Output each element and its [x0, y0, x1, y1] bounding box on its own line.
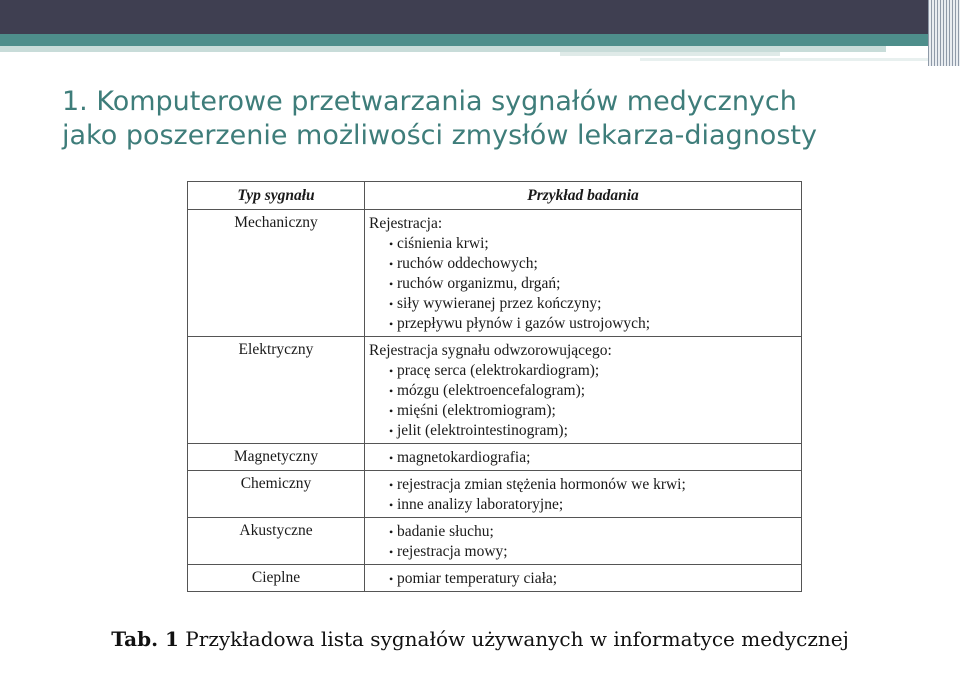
- table-row: [188, 444, 802, 471]
- list-item: • ruchów organizmu, drgań;: [369, 274, 795, 294]
- signal-type-cell: Mechaniczny: [188, 210, 365, 337]
- slide-title-line-1: 1. Komputerowe przetwarzania sygnałów medycznych: [62, 86, 797, 117]
- signal-type-cell: Cieplne: [188, 565, 365, 592]
- signal-table: [187, 181, 802, 592]
- example-list: [369, 475, 795, 515]
- list-item: • rejestracja mowy;: [369, 542, 795, 562]
- example-cell: [365, 471, 802, 518]
- example-list: [369, 569, 795, 589]
- list-item: • inne analizy laboratoryjne;: [369, 495, 795, 515]
- table-body: [188, 210, 802, 592]
- list-item: • rejestracja zmian stężenia hormonów we krwi;: [369, 475, 795, 495]
- signal-type-cell: Akustyczne: [188, 518, 365, 565]
- list-item: • pomiar temperatury ciała;: [369, 569, 795, 589]
- header-band-dark: [0, 0, 928, 34]
- header-example-exam: Przykład badania: [365, 182, 802, 210]
- list-item: • ciśnienia krwi;: [369, 234, 795, 254]
- header-band-accent: [560, 52, 780, 56]
- header-signal-type: Typ sygnału: [188, 182, 365, 210]
- list-item: • badanie słuchu;: [369, 522, 795, 542]
- example-intro: Rejestracja sygnału odwzorowującego:: [369, 342, 612, 359]
- list-item: • mózgu (elektroencefalogram);: [369, 381, 795, 401]
- table-row: [188, 565, 802, 592]
- slide-title-line-2: jako poszerzenie możliwości zmysłów lekarza-diagnosty: [62, 120, 817, 151]
- header-band-teal: [0, 34, 928, 46]
- list-item: • pracę serca (elektrokardiogram);: [369, 361, 795, 381]
- example-list: [369, 522, 795, 562]
- signal-type-cell: Chemiczny: [188, 471, 365, 518]
- list-item: • jelit (elektrointestinogram);: [369, 421, 795, 441]
- example-cell: [365, 210, 802, 337]
- example-list: [369, 234, 795, 334]
- example-list: [369, 361, 795, 441]
- list-item: • magnetokardiografia;: [369, 448, 795, 468]
- table-row: [188, 518, 802, 565]
- header-stripes-decoration: [928, 0, 960, 66]
- table-row: [188, 337, 802, 444]
- signal-type-cell: Magnetyczny: [188, 444, 365, 471]
- list-item: • ruchów oddechowych;: [369, 254, 795, 274]
- example-cell: [365, 565, 802, 592]
- caption-text: Przykładowa lista sygnałów używanych w informatyce medycznej: [178, 627, 849, 651]
- example-cell: [365, 337, 802, 444]
- header-band-accent-2: [640, 58, 928, 61]
- list-item: • przepływu płynów i gazów ustrojowych;: [369, 314, 795, 334]
- table-header-row: [188, 182, 802, 210]
- table-row: [188, 210, 802, 337]
- example-cell: [365, 518, 802, 565]
- caption-label: Tab. 1: [111, 627, 179, 651]
- signal-type-cell: Elektryczny: [188, 337, 365, 444]
- table-caption: [100, 625, 860, 653]
- table-row: [188, 471, 802, 518]
- list-item: • mięśni (elektromiogram);: [369, 401, 795, 421]
- example-list: [369, 448, 795, 468]
- example-cell: [365, 444, 802, 471]
- list-item: • siły wywieranej przez kończyny;: [369, 294, 795, 314]
- slide-title: [62, 85, 922, 153]
- example-intro: Rejestracja:: [369, 215, 443, 232]
